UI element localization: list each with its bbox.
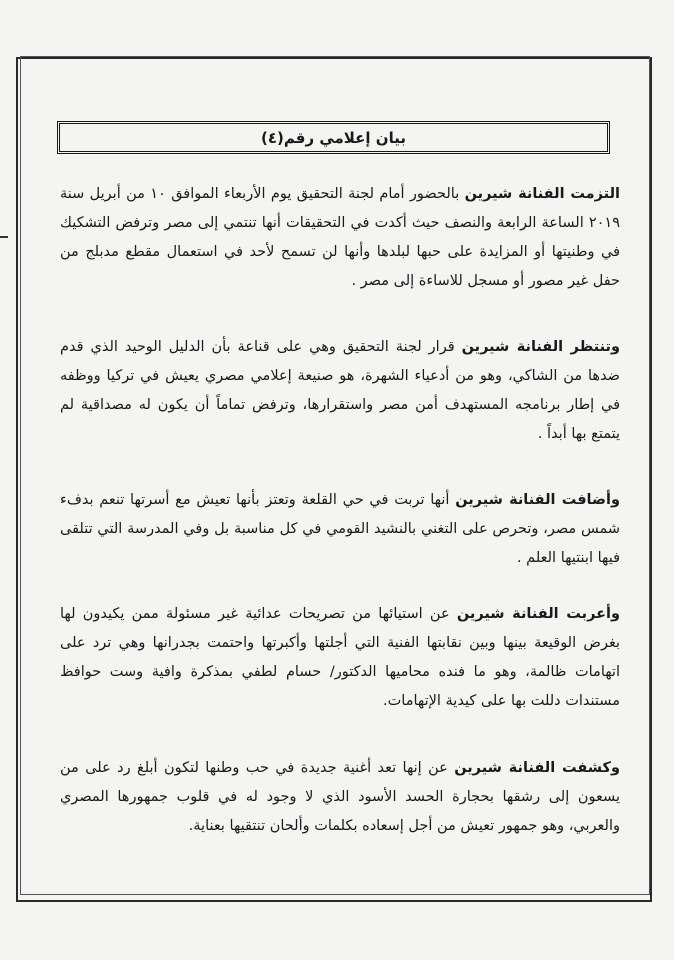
margin-mark: [0, 236, 8, 238]
paragraph-1-lead: التزمت الفنانة شيرين: [464, 186, 621, 202]
paragraph-3-body: أنها تربت في حي القلعة وتعتز بأنها تعيش مع أسرتها تنعم بدفء شمس مصر، وتحرص على التغني بالنشيد القومي في كل مناسبة بل وفي المدرسة التي تتلقى فيها ابنتيها العلم .: [60, 492, 620, 566]
statement-title: بيان إعلامي رقم(٤): [261, 128, 406, 147]
paragraph-4-lead: وأعربت الفنانة شيرين: [456, 606, 620, 622]
statement-title-box: [57, 121, 610, 154]
paragraph-3-lead: وأضافت الفنانة شيرين: [455, 492, 620, 508]
paragraph-2-body: قرار لجنة التحقيق وهي على قناعة بأن الدليل الوحيد الذي قدم ضدها من الشاكي، وهو من أدعياء الشهرة، هو صنيعة إعلامي مصري يعيش في تركيا ووظفه في إطار برنامجه المستهدف أمن مصر واستقرارها، وترفض تماماً أن يكون له مصداقية لم يتمتع بها أبداً .: [60, 339, 620, 442]
paragraph-3: [60, 486, 620, 573]
paragraph-4: [60, 600, 620, 716]
paragraph-1: [60, 180, 620, 296]
paragraph-5-lead: وكشفت الفنانة شيرين: [454, 760, 620, 776]
paragraph-1-body: بالحضور أمام لجنة التحقيق يوم الأربعاء الموافق ١٠ من أبريل سنة ٢٠١٩ الساعة الرابعة والنصف حيث أكدت في التحقيقات أنها تنتمي إلى مصر وترفض التشكيك في وطنيتها أو المزايدة على حبها لبلدها وأنها لن تسمح لأحد في استعمال مقطع مدبلج من حفل غير مصور أو مسجل للاساءة إلى مصر .: [60, 186, 620, 289]
paragraph-5-body: عن إنها تعد أغنية جديدة في حب وطنها لتكون أبلغ رد على من يسعون إلى رشقها بحجارة الحسد الأسود الذي لا وجود له في قلوب جمهورها المصري والعربي، وهو جمهور تعيش من أجل إسعاده بكلمات وألحان تنتقيها بعناية.: [60, 760, 620, 834]
paragraph-2-lead: وتنتظر الفنانة شيرين: [461, 339, 620, 355]
paragraph-4-body: عن استيائها من تصريحات عدائية غير مسئولة ممن يكيدون لها بغرض الوقيعة بينها وبين نقابتها الفنية التي أجلتها وأكبرتها واحتمت بجدرانها وهي ترد على اتهامات ظالمة، وهو ما فنده محاميها الدكتور/ حسام لطفي بمذكرة وافية وست حوافظ مستندات دللت بها على كيدية الإتهامات.: [60, 606, 620, 709]
paragraph-2: [60, 333, 620, 449]
paragraph-5: [60, 754, 620, 841]
